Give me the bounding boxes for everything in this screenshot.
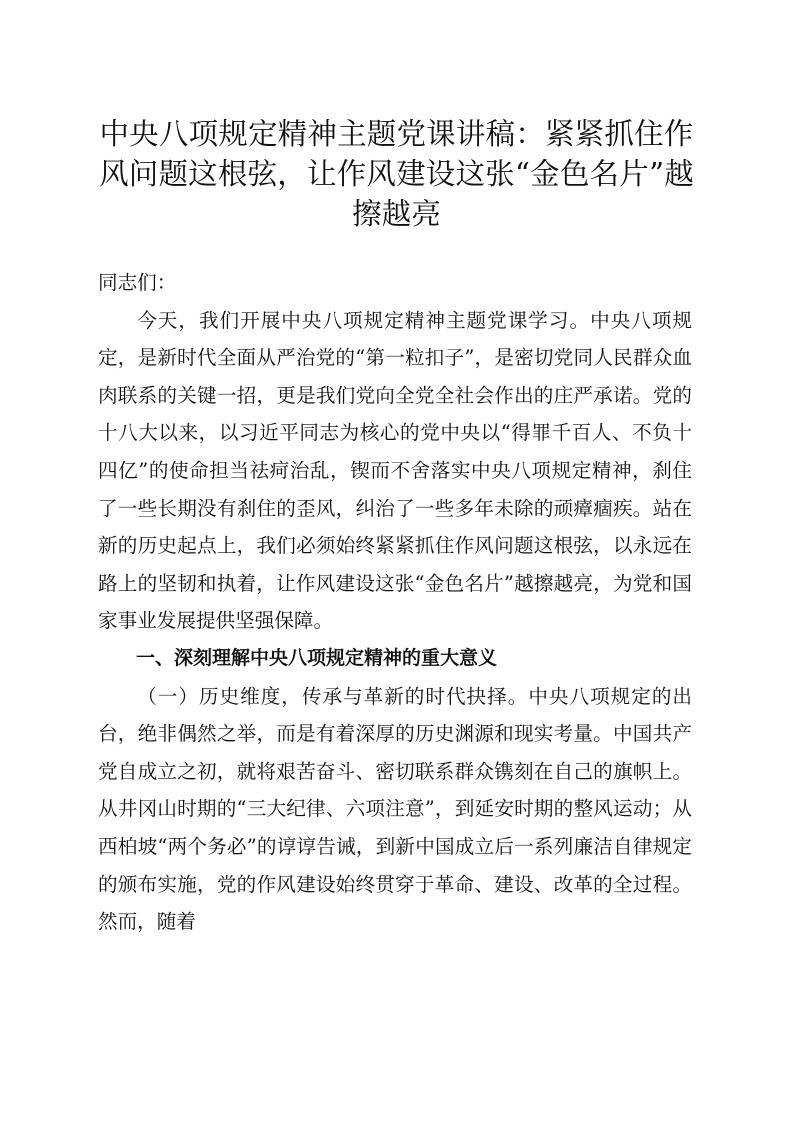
section-heading: 一、深刻理解中央八项规定精神的重大意义 [136, 646, 498, 669]
subsection-lead: （一）历史维度，传承与革新的时代抉择。 [137, 684, 529, 708]
intro-paragraph: 今天，我们开展中央八项规定精神主题党课学习。中央八项规定，是新时代全面从严治党的“第一粒扣子”，是密切党同人民群众血肉联系的关键一招，更是我们党向全党全社会作出的庄严承诺。党的十八大以来，以习近平同志为核心的党中央以“得罪千百人、不负十四亿”的使命担当祛疴治乱，锲而不舍落实中央八项规定精神，刹住了一些长期没有刹住的歪风，纠治了一些多年未除的顽瘴痼疾。站在新的历史起点上，我们必须始终紧紧抓住作风问题这根弦，以永远在路上的坚韧和执着，让作风建设这张“金色名片”越擦越亮，为党和国家事业发展提供坚强保障。 [98, 308, 692, 633]
document-title: 中央八项规定精神主题党课讲稿：紧紧抓住作风问题这根弦，让作风建设这张“金色名片”越擦越亮 [99, 117, 694, 231]
subsection-text: 中央八项规定的出台，绝非偶然之举，而是有着深厚的历史渊源和现实考量。中国共产党自成立之初，就将艰苦奋斗、密切联系群众镌刻在自己的旗帜上。从井冈山时期的“三大纪律、六项注意”，到延安时期的整风运动；从西柏坡“两个务必”的谆谆告诫，到新中国成立后一系列廉洁自律规定的颁布实施，党的作风建设始终贯穿于革命、建设、改革的全过程。然而，随着 [98, 684, 693, 934]
subsection-paragraph [98, 678, 692, 941]
salutation: 同志们： [98, 271, 177, 294]
document-body [98, 264, 692, 941]
